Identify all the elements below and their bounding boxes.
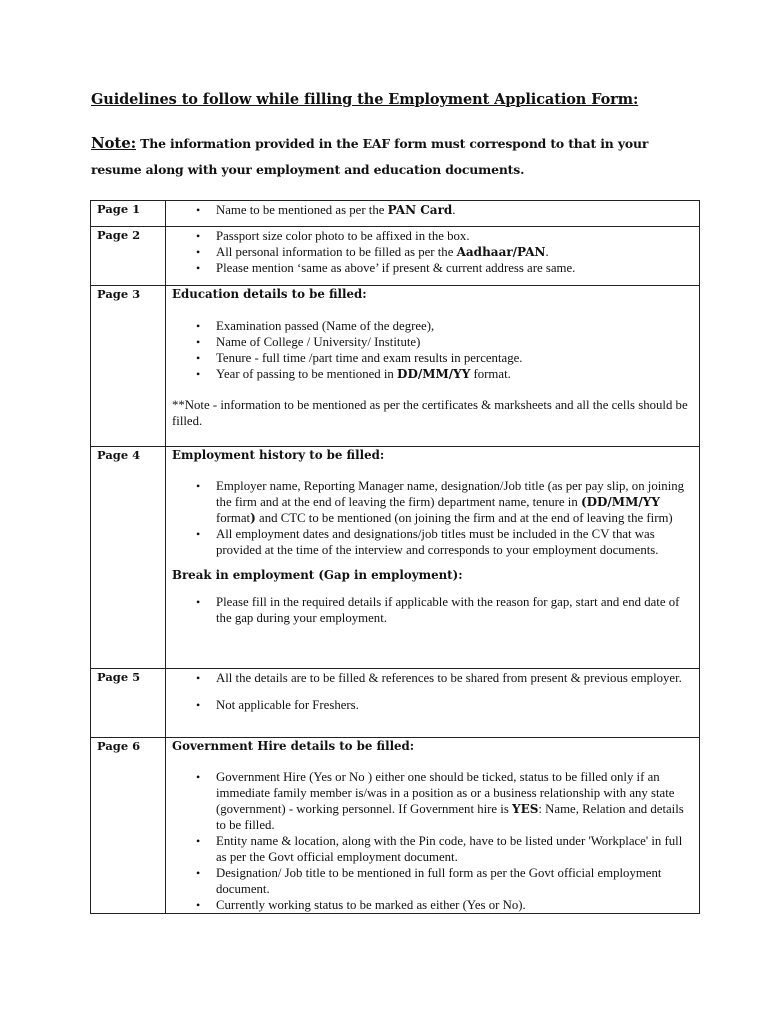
list-item: • Passport size color photo to be affixed in the box. [216,228,693,244]
page-instructions [166,201,700,227]
page-label: Page 2 [91,227,166,286]
list-item: • All personal information to be filled as per the Aadhaar/PAN. [216,244,693,260]
page-label: Page 4 [91,447,166,669]
section-title: Government Hire details to be filled: [172,739,415,753]
list-item: • Examination passed (Name of the degree), [216,318,693,334]
list-item: • Year of passing to be mentioned in DD/MM/YY format. [216,366,693,382]
section-title: Employment history to be filled: [172,448,385,462]
page-label: Page 1 [91,201,166,227]
table-row [91,447,700,669]
page-instructions [166,669,700,738]
table-row [91,286,700,447]
list-item: • Government Hire (Yes or No ) either one should be ticked, status to be filled only if an immediate family member is/was in a position as or a business relationship with any state (government) - working personnel. If Government hire is YES: Name, Relation and details to be filled. [216,769,693,833]
page-heading: Guidelines to follow while filling the Employment Application Form: [91,91,639,108]
list-item: • All the details are to be filled & references to be shared from present & previous employer. [216,670,693,686]
table-row [91,669,700,738]
section-title: Break in employment (Gap in employment): [172,568,463,582]
table-row [91,738,700,914]
note-text: The information provided in the EAF form must correspond to that in your resume along with your employment and education documents. [91,136,649,177]
list-item: • Currently working status to be marked as either (Yes or No). [216,897,693,913]
list-item: • Employer name, Reporting Manager name, designation/Job title (as per pay slip, on joining the firm and at the end of leaving the firm) department name, tenure in (DD/MM/YY format) and CTC to be mentioned (on joining the firm and at the end of leaving the firm) [216,478,693,526]
section-title: Education details to be filled: [172,287,367,301]
note-text: **Note - information to be mentioned as per the certificates & marksheets and all the cells should be filled. [172,398,688,428]
list-item: • Please fill in the required details if applicable with the reason for gap, start and end date of the gap during your employment. [216,594,693,626]
page-label: Page 5 [91,669,166,738]
bullet-list [172,594,693,626]
page-label: Page 6 [91,738,166,914]
guidelines-table [90,200,700,914]
bullet-list [172,478,693,558]
list-item: • Tenure - full time /part time and exam results in percentage. [216,350,693,366]
note-paragraph [91,130,691,183]
bullet-list [172,228,693,276]
bullet-list [172,769,693,913]
page-instructions [166,738,700,914]
table-row [91,201,700,227]
list-item: • Designation/ Job title to be mentioned in full form as per the Govt official employment document. [216,865,693,897]
list-item: • Name to be mentioned as per the PAN Card. [216,202,693,218]
bullet-list [172,202,693,218]
page-label: Page 3 [91,286,166,447]
note-label: Note: [91,134,136,152]
list-item: • Entity name & location, along with the Pin code, have to be listed under 'Workplace' in full as per the Govt official employment document. [216,833,693,865]
table-row [91,227,700,286]
page-instructions [166,227,700,286]
page-instructions [166,286,700,447]
list-item: • Please mention ‘same as above’ if present & current address are same. [216,260,693,276]
list-item: • All employment dates and designations/job titles must be included in the CV that was provided at the time of the interview and corresponds to your employment documents. [216,526,693,558]
list-item: • Name of College / University/ Institute) [216,334,693,350]
bullet-list [172,318,693,382]
list-item: • Not applicable for Freshers. [216,697,693,713]
page-instructions [166,447,700,669]
bullet-list [172,670,693,713]
